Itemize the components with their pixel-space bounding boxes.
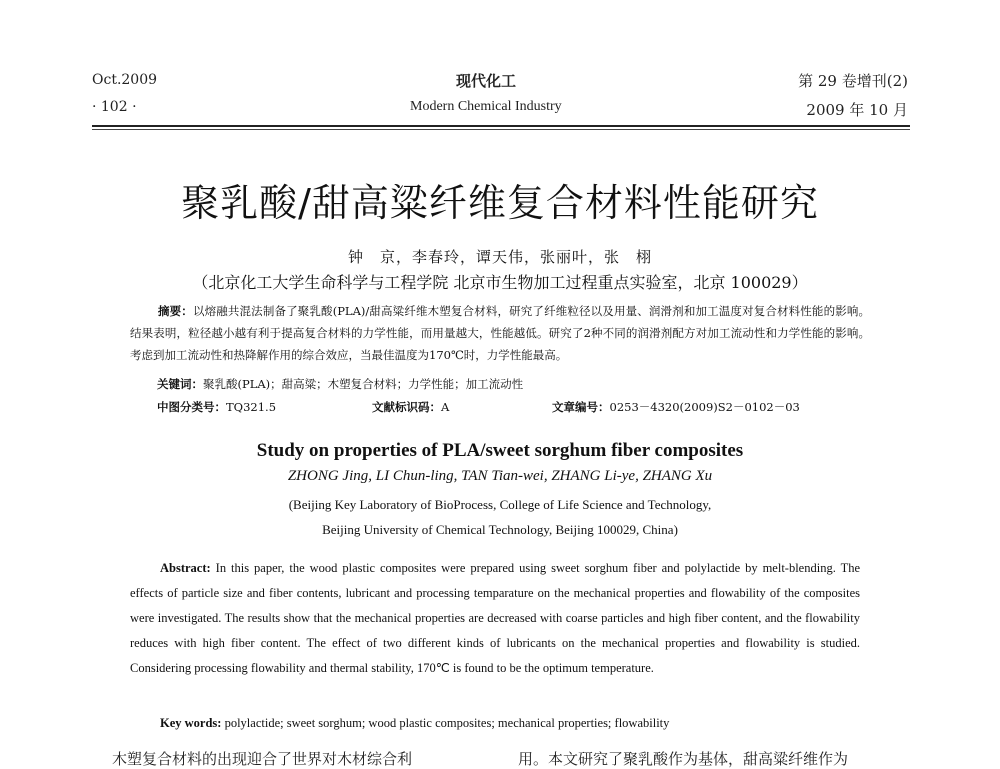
article-number bbox=[552, 396, 800, 418]
abstract-en-label: Abstract: bbox=[160, 561, 211, 575]
keywords-cn-label: 关键词： bbox=[157, 377, 203, 391]
header-date-cn: 2009 年 10 月 bbox=[806, 101, 908, 119]
affiliation-en-line-2: Beijing University of Chemical Technology, Beijing 100029, China) bbox=[322, 522, 678, 537]
header-journal-cn: 现代化工 bbox=[456, 72, 517, 90]
header-rule-top bbox=[92, 125, 910, 127]
affiliation-en-line-1: (Beijing Key Laboratory of BioProcess, College of Life Science and Technology, bbox=[288, 497, 712, 512]
header-volume: 第 29 卷增刊(2) bbox=[798, 72, 908, 90]
article-title-en: Study on properties of PLA/sweet sorghum fiber composites bbox=[256, 440, 744, 461]
doc-code-value: A bbox=[441, 400, 450, 414]
authors-en: ZHONG Jing, LI Chun-ling, TAN Tian-wei, ZHANG Li-ye, ZHANG Xu bbox=[287, 468, 713, 484]
doc-code-label: 文献标识码： bbox=[372, 400, 441, 414]
keywords-en-text: polylactide; sweet sorghum; wood plastic composites; mechanical properties; flowability bbox=[224, 716, 670, 730]
article-title-cn: 聚乳酸/甜高粱纤维复合材料性能研究 bbox=[181, 181, 819, 225]
keywords-en-label: Key words: bbox=[160, 716, 222, 730]
article-number-value: 0253－4320(2009)S2－0102－03 bbox=[609, 400, 800, 414]
abstract-en-text: In this paper, the wood plastic composites were prepared using sweet sorghum fiber and polylactide by melt-blending. The effects of particle size and fiber contents, lubricant and processing temparature on the mechanical properties and flowability of the composites were investigated. The results show that the mechanical properties are decreased with coarse particles and high fiber content, and the flowability reduces with high fiber content. The effect of two different kinds of lubricants on the mechanical properties and flowability is studied. Considering processing flowability and thermal stability, 170℃ is found to be the optimum temperature. bbox=[130, 561, 860, 675]
body-text-left-column: 木塑复合材料的出现迎合了世界对木材综合利 bbox=[112, 750, 413, 768]
abstract-en bbox=[130, 556, 860, 681]
keywords-en bbox=[160, 716, 669, 731]
clc-label: 中图分类号： bbox=[157, 400, 226, 414]
keywords-cn-text: 聚乳酸(PLA)；甜高粱；木塑复合材料；力学性能；加工流动性 bbox=[203, 377, 524, 391]
keywords-cn bbox=[157, 373, 870, 395]
affiliation-cn: （北京化工大学生命科学与工程学院 北京市生物加工过程重点实验室，北京 100029） bbox=[192, 273, 808, 292]
header-journal-en: Modern Chemical Industry bbox=[410, 99, 562, 114]
header-date-en: Oct.2009 bbox=[92, 72, 158, 88]
abstract-cn bbox=[130, 300, 870, 366]
abstract-cn-text: 以熔融共混法制备了聚乳酸(PLA)/甜高粱纤维木塑复合材料，研究了纤维粒径以及用量、润滑剂和加工温度对复合材料性能的影响。结果表明，粒径越小越有利于提高复合材料的力学性能，而用量越大，性能越低。研究了2种不同的润滑剂配方对加工流动性和力学性能的影响。考虑到加工流动性和热降解作用的综合效应，当最佳温度为170℃时，力学性能最高。 bbox=[130, 304, 871, 362]
header-rule-bottom bbox=[92, 129, 910, 130]
header-page-number: · 102 · bbox=[92, 99, 137, 115]
body-text-right-column: 用。本文研究了聚乳酸作为基体，甜高粱纤维作为 bbox=[518, 750, 849, 768]
clc-number bbox=[157, 396, 276, 418]
document-code bbox=[372, 396, 449, 418]
clc-value: TQ321.5 bbox=[226, 400, 277, 414]
article-number-label: 文章编号： bbox=[552, 400, 610, 414]
abstract-cn-label: 摘要： bbox=[158, 304, 193, 318]
authors-cn: 钟 京，李春玲，谭天伟，张丽叶，张 栩 bbox=[347, 248, 652, 266]
